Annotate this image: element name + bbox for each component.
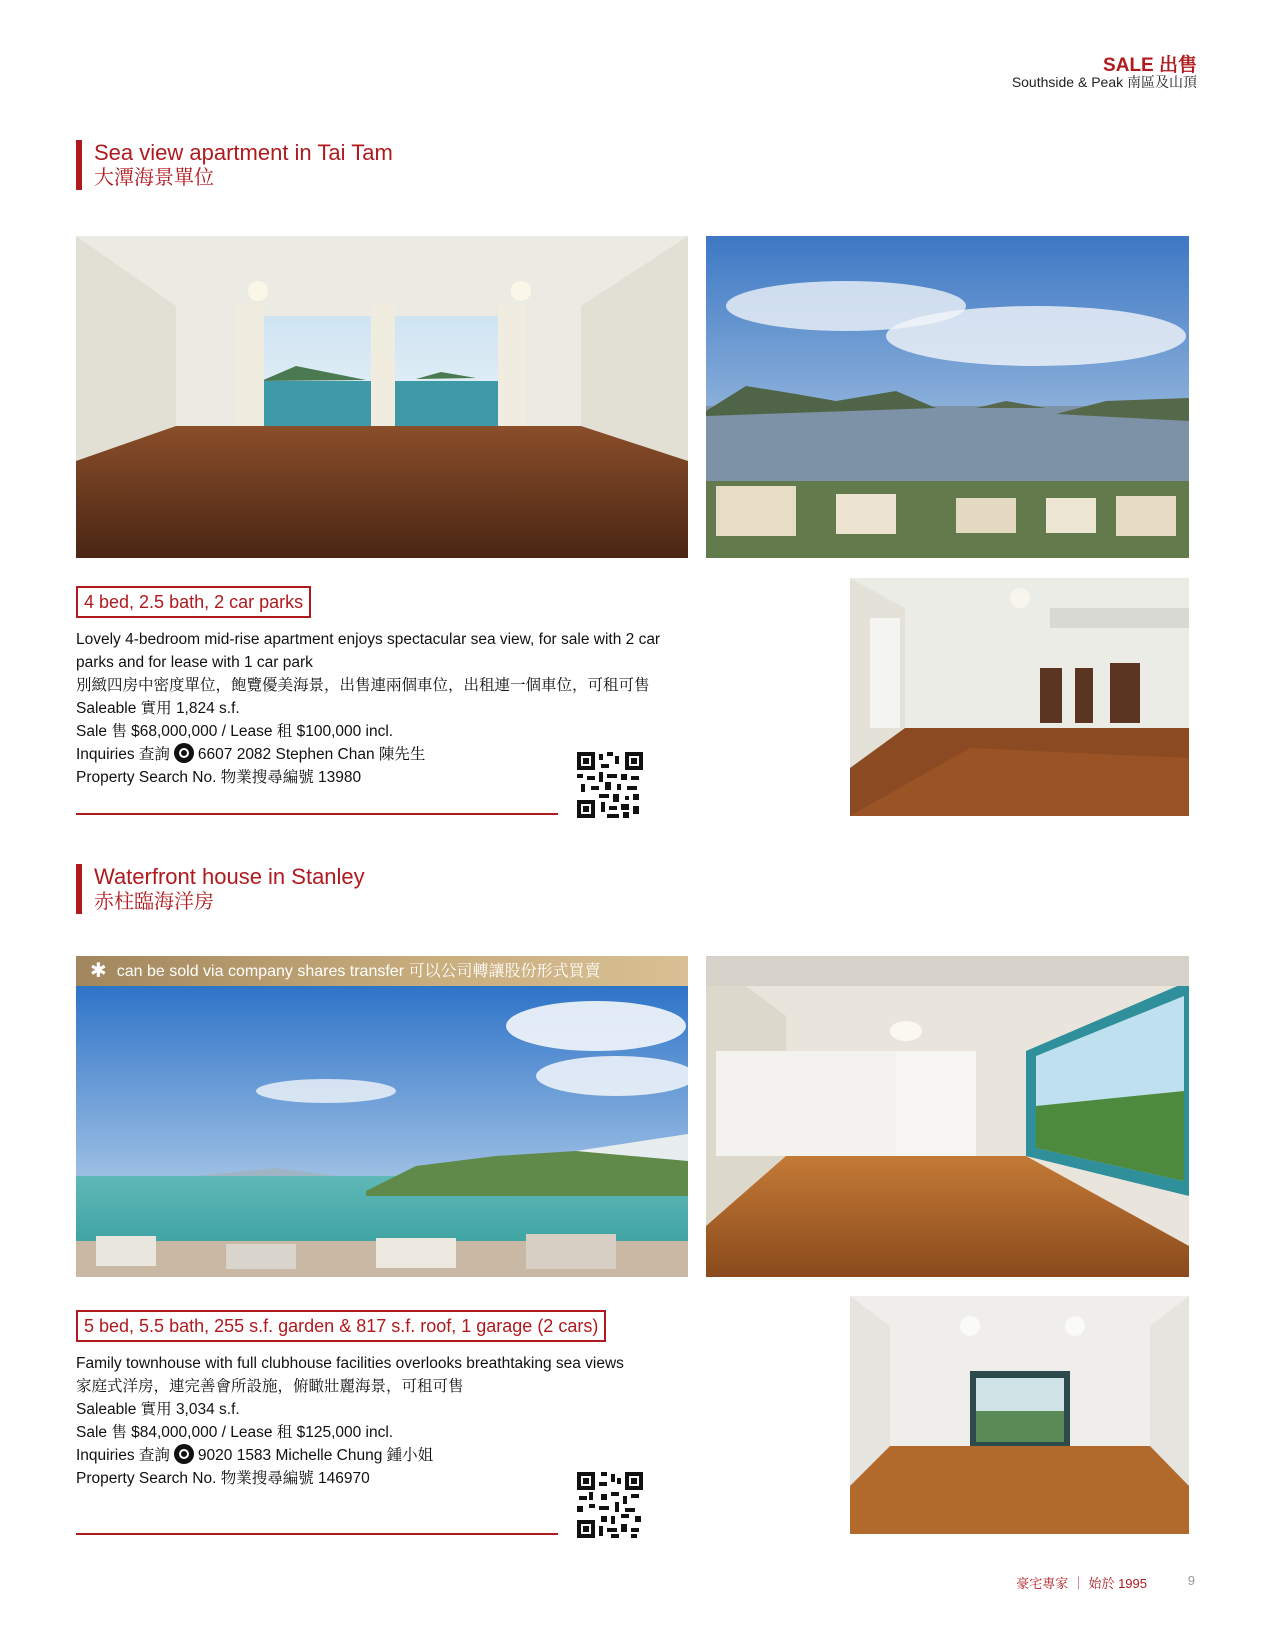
page-number: 9 — [1187, 1573, 1195, 1588]
listing-1-title-zh: 大潭海景單位 — [94, 167, 214, 189]
listing-1-features-badge: 4 bed, 2.5 bath, 2 car parks — [76, 586, 311, 618]
listing-2-title-zh: 赤柱臨海洋房 — [94, 891, 214, 913]
listing-2-photo-room — [850, 1296, 1189, 1534]
listing-2-heading — [76, 864, 365, 914]
listing-1-photo-living-room — [76, 236, 688, 558]
listing-1-photo-room — [850, 578, 1189, 816]
listing-2-search-no: Property Search No. 物業搜尋編號 146970 — [76, 1470, 370, 1487]
section-title: SALE 出售 — [1103, 55, 1197, 76]
listing-2-photo-bedroom — [706, 956, 1189, 1277]
listing-2-title-en: Waterfront house in Stanley — [94, 864, 365, 889]
listing-2-details — [76, 1352, 646, 1490]
listing-2-saleable: Saleable 實用 3,034 s.f. — [76, 1401, 240, 1418]
whatsapp-icon[interactable] — [174, 743, 194, 763]
listing-2-features-badge: 5 bed, 5.5 bath, 255 s.f. garden & 817 s.f. roof, 1 garage (2 cars) — [76, 1310, 606, 1342]
qr-code-icon[interactable] — [577, 1472, 643, 1538]
listing-2-photo-sea-view — [76, 986, 688, 1277]
asterisk-icon: ✱ — [90, 960, 107, 982]
listing-2-price: Sale 售 $84,000,000 / Lease 租 $125,000 incl. — [76, 1424, 394, 1441]
listing-2-inquiries — [76, 1444, 646, 1467]
whatsapp-icon[interactable] — [174, 1444, 194, 1464]
listing-1-divider — [76, 813, 558, 815]
listing-1-inquiries-contact[interactable]: 6607 2082 Stephen Chan 陳先生 — [197, 746, 426, 763]
listing-1-price: Sale 售 $68,000,000 / Lease 租 $100,000 incl. — [76, 723, 394, 740]
qr-code-icon[interactable] — [577, 752, 643, 818]
listing-2-inquiries-contact[interactable]: 9020 1583 Michelle Chung 鍾小姐 — [197, 1447, 434, 1464]
footer-tagline: 豪宅專家 ｜ 始於 1995 — [1016, 1576, 1147, 1591]
listing-2-desc-en: Family townhouse with full clubhouse facilities overlooks breathtaking sea views — [76, 1355, 624, 1372]
section-subtitle: Southside & Peak 南區及山頂 — [1011, 74, 1197, 90]
listing-1-desc-zh: 別緻四房中密度單位，飽覽優美海景，出售連兩個車位，出租連一個車位，可租可售 — [76, 677, 650, 694]
listing-1-photo-sea-view — [706, 236, 1189, 558]
listing-2-divider — [76, 1533, 558, 1535]
banner-text: can be sold via company shares transfer 可以公司轉讓股份形式買賣 — [116, 963, 601, 980]
listing-1-saleable: Saleable 實用 1,824 s.f. — [76, 700, 240, 717]
listing-1-desc-en: Lovely 4-bedroom mid-rise apartment enjoys spectacular sea view, for sale with 2 car parks and for lease with 1 car park — [76, 631, 661, 671]
listing-1-search-no: Property Search No. 物業搜尋編號 13980 — [76, 769, 362, 786]
company-shares-banner — [76, 956, 688, 986]
listing-1-inquiries-label: Inquiries 查詢 — [76, 746, 170, 763]
listing-1-heading — [76, 140, 393, 190]
listing-2-inquiries-label: Inquiries 查詢 — [76, 1447, 170, 1464]
listing-1-title-en: Sea view apartment in Tai Tam — [94, 140, 393, 165]
listing-2-desc-zh: 家庭式洋房，連完善會所設施，俯瞰壯麗海景，可租可售 — [76, 1378, 464, 1395]
